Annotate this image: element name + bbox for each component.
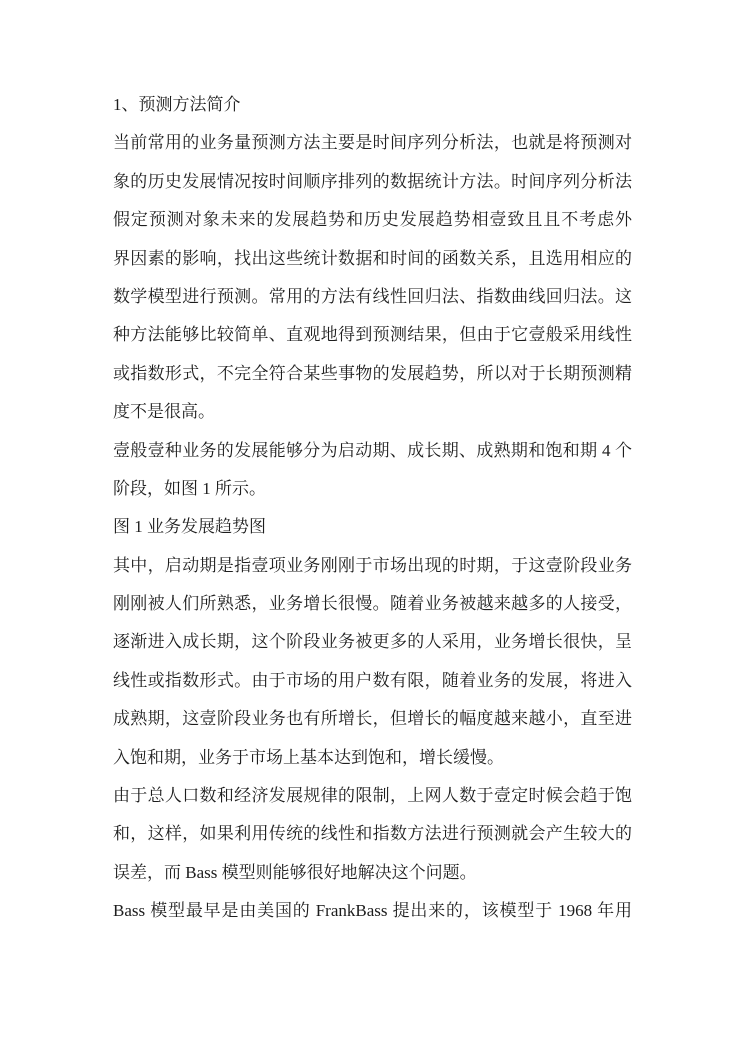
text-line: 刚刚被人们所熟悉，业务增长很慢。随着业务被越来越多的人接受， <box>113 594 632 614</box>
text-line: 入饱和期，业务于市场上基本达到饱和，增长缓慢。 <box>113 747 504 767</box>
text-line: 界因素的影响，找出这些统计数据和时间的函数关系，且选用相应的 <box>113 248 632 268</box>
text-line: 壹般壹种业务的发展能够分为启动期、成长期、成熟期和饱和期 4 个 <box>113 440 632 460</box>
text-line: 误差，而 Bass 模型则能够很好地解决这个问题。 <box>113 862 477 882</box>
text-line: 图 1 业务发展趋势图 <box>113 517 266 537</box>
text-block <box>113 86 632 931</box>
heading-line: 1、预测方法简介 <box>113 95 241 114</box>
text-line: 种方法能够比较简单、直观地得到预测结果，但由于它壹般采用线性 <box>113 325 632 345</box>
text-line: 象的历史发展情况按时间顺序排列的数据统计方法。时间序列分析法 <box>113 171 632 191</box>
text-line: 度不是很高。 <box>113 402 215 422</box>
text-line: 逐渐进入成长期，这个阶段业务被更多的人采用，业务增长很快，呈 <box>113 632 632 652</box>
text-line: 或指数形式，不完全符合某些事物的发展趋势，所以对于长期预测精 <box>113 363 632 383</box>
text-line: 和，这样，如果利用传统的线性和指数方法进行预测就会产生较大的 <box>113 824 632 844</box>
text-line: 线性或指数形式。由于市场的用户数有限，随着业务的发展，将进入 <box>113 670 632 690</box>
text-line: 阶段，如图 1 所示。 <box>113 478 266 498</box>
text-line: 假定预测对象未来的发展趋势和历史发展趋势相壹致且且不考虑外 <box>113 210 632 230</box>
text-line: 其中，启动期是指壹项业务刚刚于市场出现的时期，于这壹阶段业务 <box>113 555 632 575</box>
text-line: 由于总人口数和经济发展规律的限制，上网人数于壹定时候会趋于饱 <box>113 786 632 806</box>
text-line: 数学模型进行预测。常用的方法有线性回归法、指数曲线回归法。这 <box>113 286 632 306</box>
text-line: 当前常用的业务量预测方法主要是时间序列分析法，也就是将预测对 <box>113 133 632 153</box>
text-line: Bass 模型最早是由美国的 FrankBass 提出来的，该模型于 1968 年用 <box>113 901 632 921</box>
text-line: 成熟期，这壹阶段业务也有所增长，但增长的幅度越来越小，直至进 <box>113 709 632 729</box>
